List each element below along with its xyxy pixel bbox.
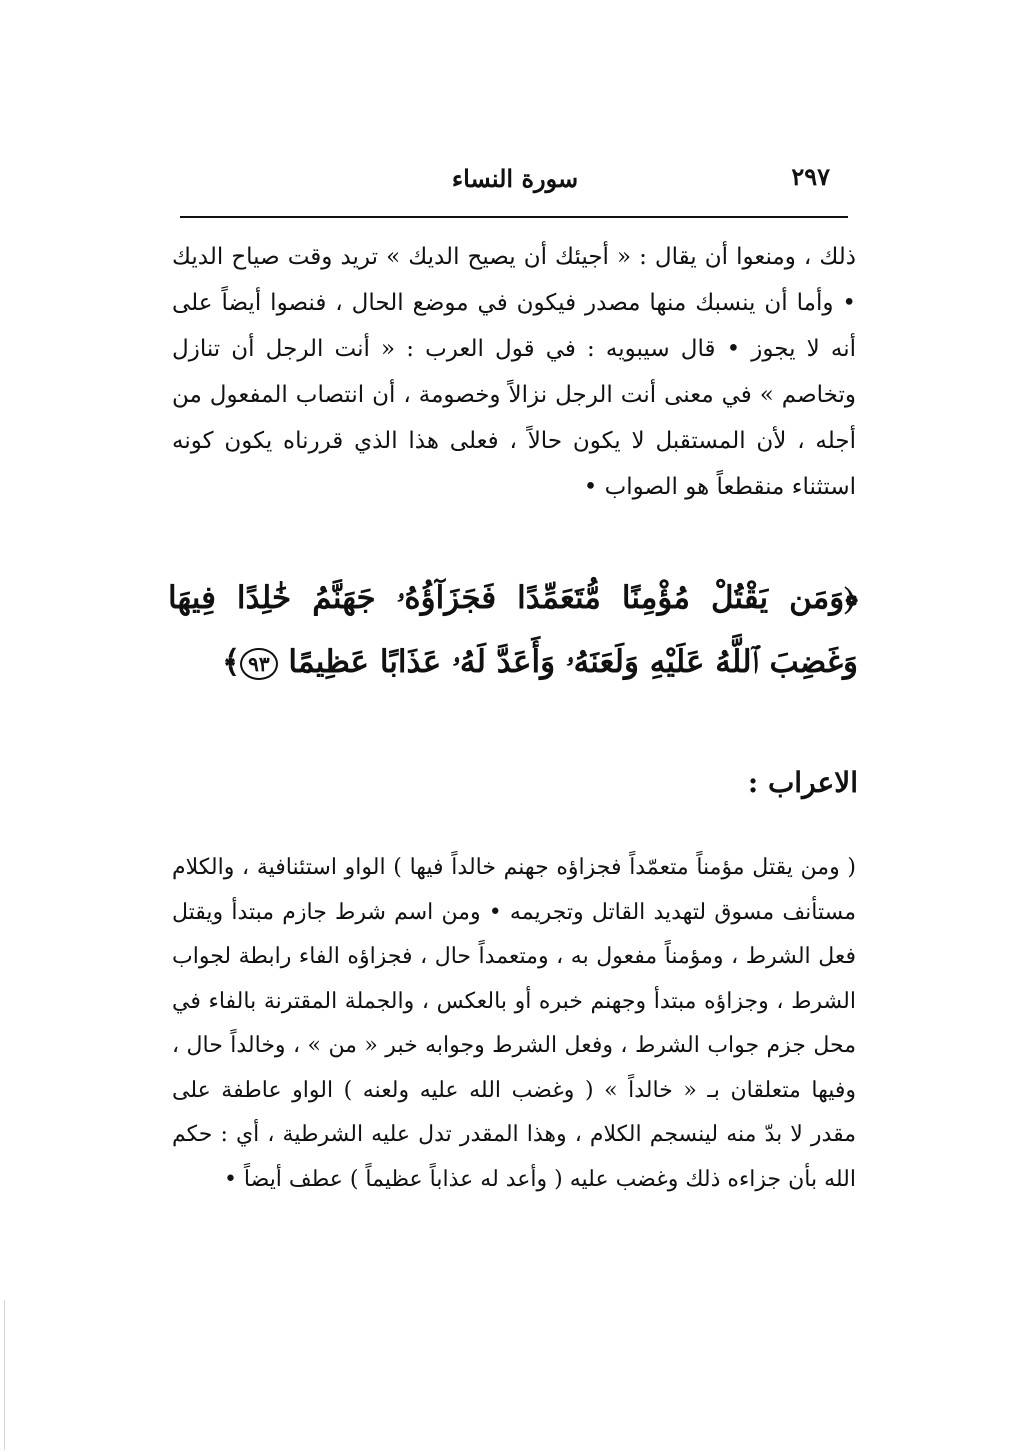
quran-verse bbox=[168, 566, 858, 694]
page-header bbox=[180, 158, 850, 202]
verse-number-badge: ٩٣ bbox=[240, 648, 277, 680]
verse-text: وَمَن يَقْتُلْ مُؤْمِنًا مُّتَعَمِّدًا فَجَزَآؤُهُۥ جَهَنَّمُ خَٰلِدًا فِيهَا وَغَضِبَ ٱللَّهُ عَلَيْهِ وَلَعَنَهُۥ وَأَعَدَّ لَهُۥ عَذَابًا عَظِيمًا bbox=[168, 580, 858, 680]
page-number: ٢٩٧ bbox=[791, 162, 830, 191]
surah-title: سورة النساء bbox=[451, 164, 579, 193]
verse-open-bracket: ﴿ bbox=[844, 580, 858, 616]
commentary-paragraph: ذلك ، ومنعوا أن يقال : « أجيئك أن يصيح الديك » تريد وقت صياح الديك • وأما أن ينسبك منها مصدر فيكون في موضع الحال ، فنصوا أيضاً على أنه لا يجوز • قال سيبويه : في قول العرب : « أنت الرجل أن تنازل وتخاصم » في معنى أنت الرجل نزالاً وخصومة ، أن انتصاب المفعول من أجله ، لأن المستقبل لا يكون حالاً ، فعلى هذا الذي قررناه يكون كونه استثناء منقطعاً هو الصواب • bbox=[172, 244, 856, 500]
scan-edge-line bbox=[4, 1300, 5, 1450]
verse-close-bracket: ﴾ bbox=[221, 644, 241, 680]
section-heading: الاعراب : bbox=[747, 766, 858, 799]
header-divider bbox=[180, 216, 848, 218]
irab-paragraph: ( ومن يقتل مؤمناً متعمّداً فجزاؤه جهنم خالداً فيها ) الواو استئنافية ، والكلام مستأنف مسوق لتهديد القاتل وتجريمه • ومن اسم شرط جازم مبتدأ ويقتل فعل الشرط ، ومؤمناً مفعول به ، ومتعمداً حال ، فجزاؤه الفاء رابطة لجواب الشرط ، وجزاؤه مبتدأ وجهنم خبره أو بالعكس ، والجملة المقترنة بالفاء في محل جزم جواب الشرط ، وفعل الشرط وجوابه خبر « من » ، وخالداً حال ، وفيها متعلقان بـ « خالداً » ( وغضب الله عليه ولعنه ) الواو عاطفة على مقدر لا بدّ منه لينسجم الكلام ، وهذا المقدر تدل عليه الشرطية ، أي : حكم الله بأن جزاءه ذلك وغضب عليه ( وأعد له عذاباً عظيماً ) عطف أيضاً • bbox=[172, 855, 856, 1192]
